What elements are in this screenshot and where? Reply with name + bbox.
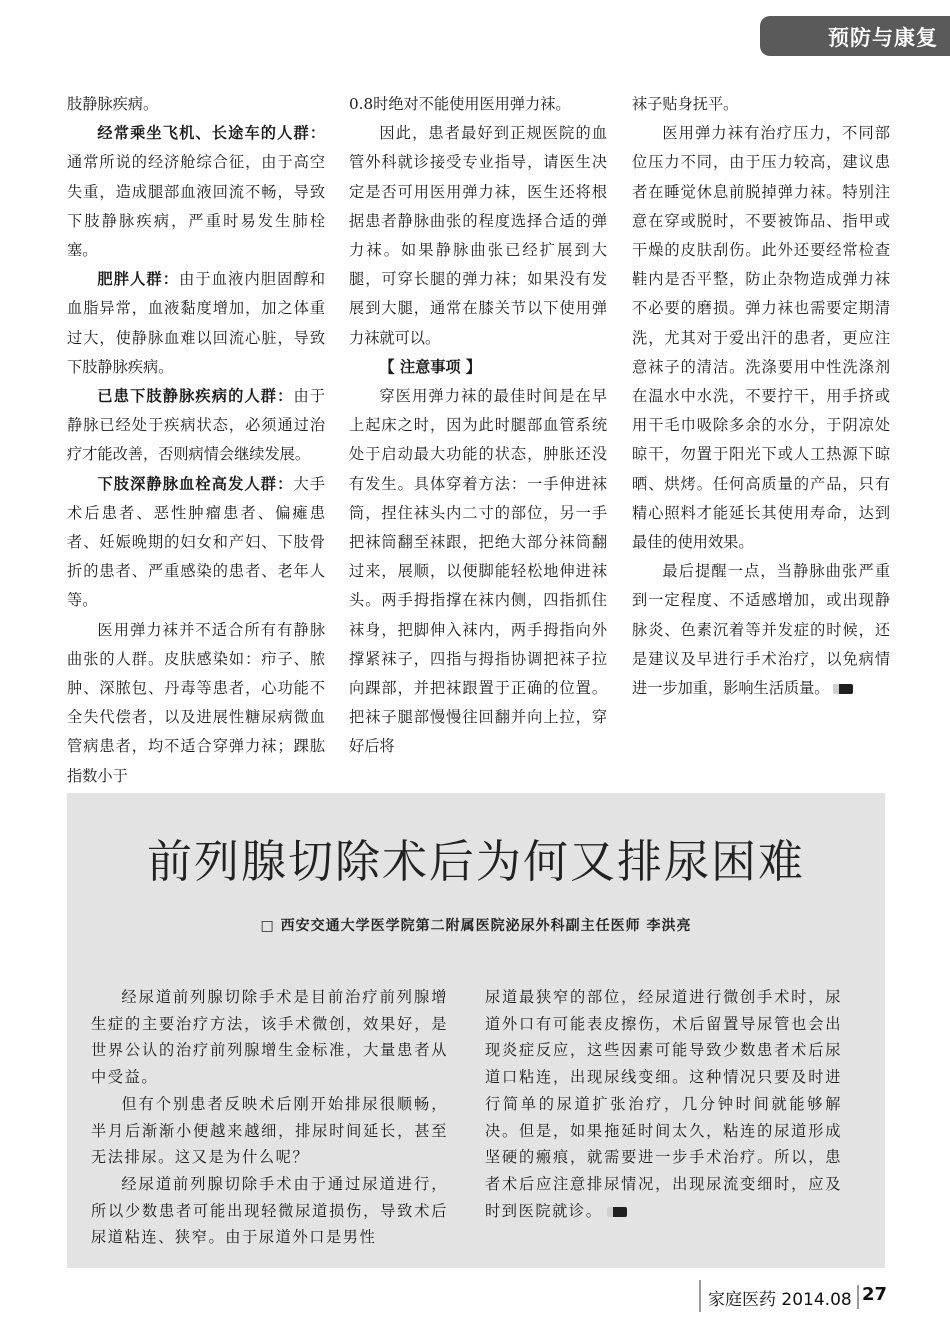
- paragraph: 但有个别患者反映术后刚开始排尿很顺畅，半月后渐渐小便越来越细，排尿时间延长，甚至无法排尿。这又是为什么呢？: [91, 1094, 448, 1167]
- paragraph: 经尿道前列腺切除手术是目前治疗前列腺增生症的主要治疗方法，该手术微创，效果好，是世界公认的治疗前列腺增生金标准，大量患者从中受益。: [91, 988, 448, 1087]
- paragraph-text: 由于静脉已经处于疾病状态，必须通过治疗才能改善，否则病情会继续发展。: [67, 387, 326, 464]
- paragraph: 医用弹力袜有治疗压力，不同部位压力不同，由于压力较高，建议患者在睡觉休息前脱掉弹力袜。特别注意在穿或脱时，不要被饰品、指甲或干燥的皮肤刮伤。此外还要经常检查鞋内是否平整，防止杂物造成弹力袜不必要的磨损。弹力袜也需要定期清洗，尤其对于爱出汗的患者，更应注意袜子的清洁。洗涤要用中性洗涤剂在温水中水洗，不要拧干，用手挤或用干毛巾吸除多余的水分，于阴凉处晾干，勿置于阳光下或人工热源下晾晒、烘烤。任何高质量的产品，只有精心照料才能延长其使用寿命，达到最佳的使用效果。: [632, 124, 890, 552]
- paragraph: 因此，患者最好到正规医院的血管外科就诊接受专业指导，请医生决定是否可用医用弹力袜，医生还将根据患者静脉曲张的程度选择合适的弹力袜。如果静脉曲张已经扩展到大腿，可穿长腿的弹力袜；如果没有发展到大腿，通常在膝关节以下使用弹力袜就可以。: [349, 124, 607, 347]
- column-3: [632, 90, 890, 703]
- paragraph: 穿医用弹力袜的最佳时间是在早上起床之时，因为此时腿部血管系统处于启动最大功能的状态，肿胀还没有发生。具体穿着方法：一手伸进袜筒，捏住袜头内二寸的部位，另一手把袜筒翻至袜跟，把绝大部分袜筒翻过来，展顺，以便脚能轻松地伸进袜头。两手拇指撑在袜内侧，四指抓住袜身，把脚伸入袜内，两手拇指向外撑紧袜子，四指与拇指协调把袜子拉向踝部，并把袜跟置于正确的位置。把袜子腿部慢慢往回翻并向上拉，穿好后将: [349, 387, 607, 756]
- end-of-article-icon: [607, 1207, 627, 1217]
- paragraph: 经尿道前列腺切除手术由于通过尿道进行，所以少数患者可能出现轻微尿道损伤，导致术后尿道粘连、狭窄。由于尿道外口是男性: [91, 1174, 448, 1247]
- article-box: [67, 793, 885, 1268]
- paragraph-heading: 肥胖人群：: [97, 270, 180, 289]
- paragraph: [67, 265, 325, 382]
- end-of-article-icon: [833, 684, 853, 694]
- paragraph: 肢静脉疾病。: [67, 95, 159, 113]
- journal-name: 家庭医药 2014.08: [708, 1290, 852, 1310]
- column-2: [349, 90, 607, 762]
- paragraph-heading: 已患下肢静脉疾病的人群：: [97, 387, 294, 406]
- paragraph-text: 通常所说的经济舱综合征，由于高空失重，造成腿部血液回流不畅，导致下肢静脉疾病，严重时易发生肺栓塞。: [67, 153, 325, 260]
- section-heading: 【 注意事项 】: [379, 357, 482, 376]
- paragraph-text: 大手术后患者、恶性肿瘤患者、偏瘫患者、妊娠晚期的妇女和产妇、下肢骨折的患者、严重感染的患者、老年人等。: [67, 474, 326, 610]
- paragraph-heading: 经常乘坐飞机、长途车的人群：: [97, 124, 325, 143]
- paragraph: [67, 382, 325, 470]
- paragraph-heading: 下肢深静脉血栓高发人群：: [97, 474, 294, 493]
- page-number: 27: [862, 1284, 888, 1305]
- footer-divider: [699, 1280, 701, 1312]
- article-column-right: [485, 984, 842, 1224]
- paragraph: [485, 984, 842, 1224]
- paragraph: [632, 557, 890, 703]
- paragraph-text: 最后提醒一点，当静脉曲张严重到一定程度、不适感增加，或出现静脉炎、色素沉着等并发症的时候，还是建议及早进行手术治疗，以免病情进一步加重，影响生活质量。: [632, 562, 890, 698]
- article-column-left: [91, 984, 448, 1251]
- paragraph: 0.8时绝对不能使用医用弹力袜。: [349, 95, 571, 113]
- section-tag: [760, 16, 950, 56]
- section-tag-label: 预防与康复: [828, 26, 938, 50]
- footer-divider: [857, 1285, 859, 1309]
- paragraph: 医用弹力袜并不适合所有有静脉曲张的人群。皮肤感染如：疖子、脓肿、深脓包、丹毒等患者，心功能不全失代偿者，以及进展性糖尿病微血管病患者，均不适合穿弹力袜；踝肱指数小于: [67, 620, 325, 785]
- column-1: [67, 90, 325, 791]
- paragraph-text: 尿道最狭窄的部位，经尿道进行微创手术时，尿道外口有可能表皮擦伤，术后留置导尿管也会出现炎症反应，这些因素可能导致少数患者术后尿道口粘连，出现尿线变细。这种情况只要及时进行简单的尿道扩张治疗，几分钟时间就能够解决。但是，如果拖延时间太久，粘连的尿道形成坚硬的瘢痕，就需要进一步手术治疗。所以，患者术后应注意排尿情况，出现尿流变细时，应及时到医院就诊。: [485, 988, 842, 1220]
- article-byline: □ 西安交通大学医学院第二附属医院泌尿外科副主任医师 李洪亮: [260, 918, 692, 934]
- paragraph-text: 由于血液内胆固醇和血脂异常，血液黏度增加，加之体重过大，使静脉血难以回流心脏，导致下肢静脉疾病。: [67, 270, 326, 376]
- paragraph: [67, 470, 325, 616]
- article-title: 前列腺切除术后为何又排尿困难: [146, 835, 805, 888]
- paragraph: [67, 119, 325, 265]
- paragraph: 袜子贴身抚平。: [632, 95, 739, 113]
